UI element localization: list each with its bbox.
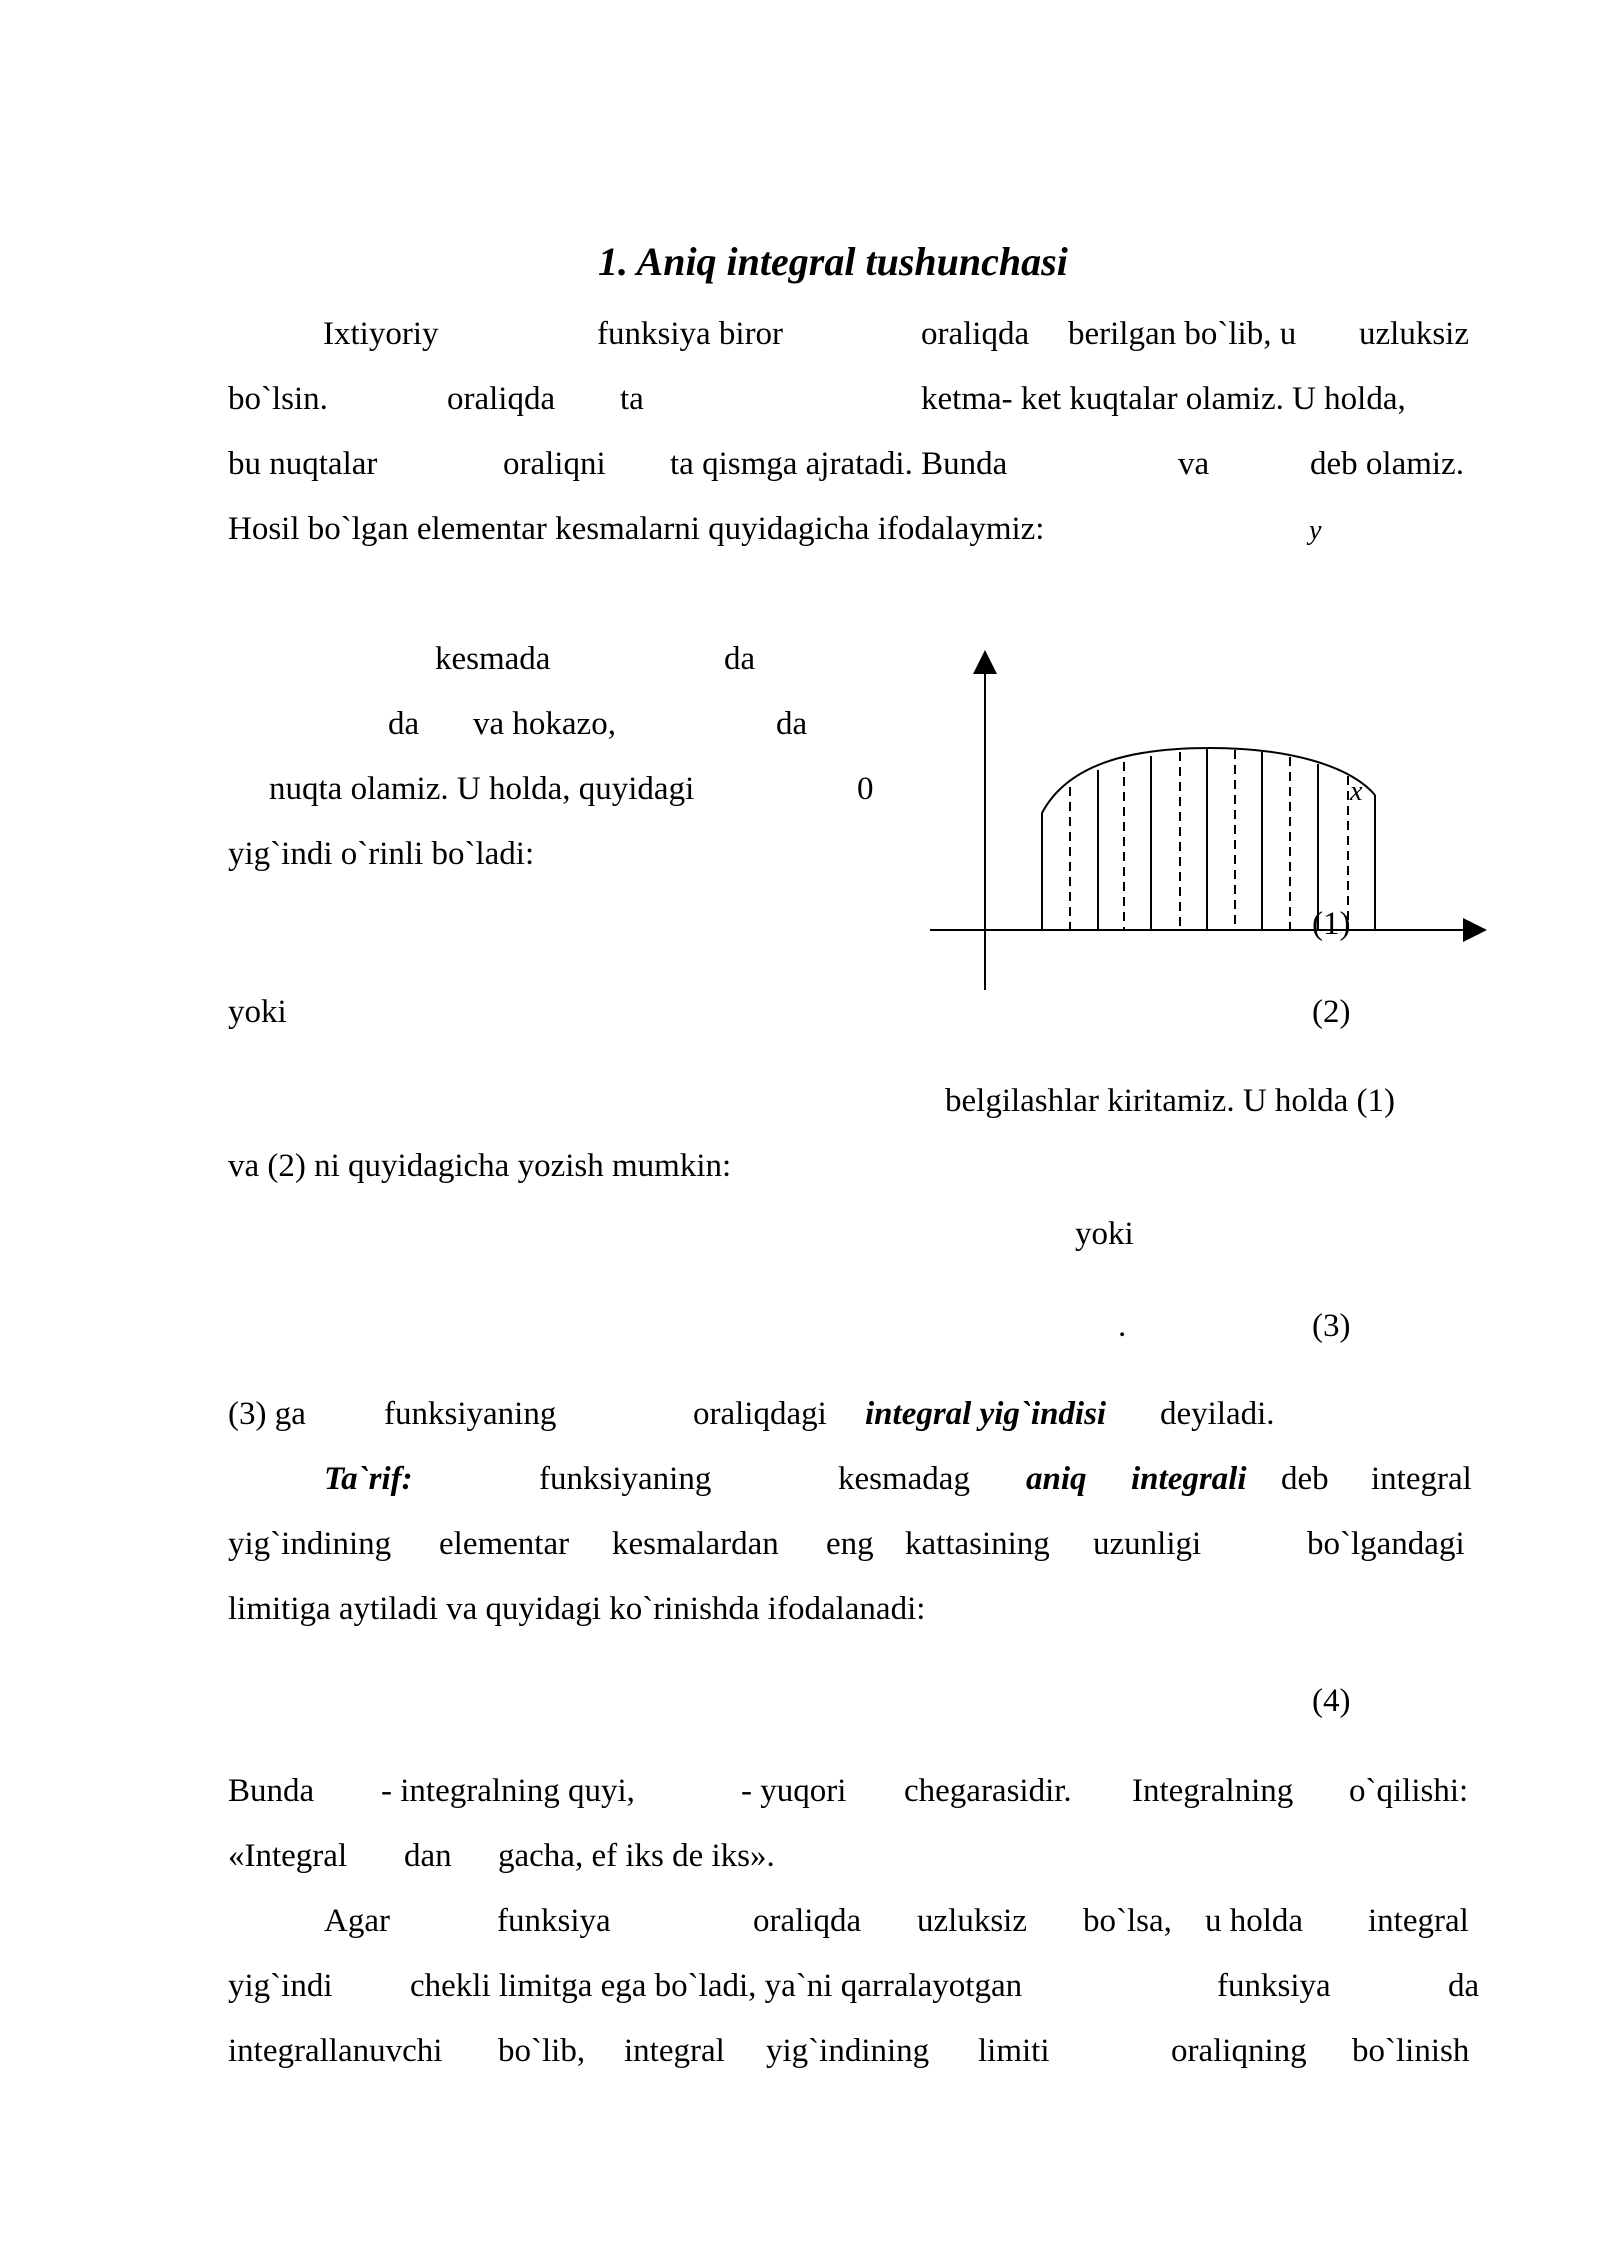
text-fragment: «Integral — [228, 1838, 348, 1874]
text-fragment: yig`indi — [228, 1968, 333, 2004]
text-fragment: integrallanuvchi — [228, 2033, 443, 2069]
text-fragment: da — [1448, 1968, 1480, 2004]
text-fragment: limiti — [978, 2033, 1050, 2069]
text-fragment: o`qilishi: — [1349, 1773, 1469, 1809]
text-fragment: Agar — [324, 1903, 390, 1939]
text-fragment: dan — [404, 1838, 452, 1874]
text-fragment: yig`indining — [228, 1526, 392, 1562]
text-fragment: yoki — [228, 994, 287, 1030]
text-fragment: kesmalardan — [612, 1526, 779, 1562]
text-fragment: Bunda — [228, 1773, 315, 1809]
text-fragment: da — [724, 641, 756, 677]
text-fragment: funksiya — [497, 1903, 611, 1939]
text-fragment: chegarasidir. — [904, 1773, 1072, 1809]
text-fragment: . — [1118, 1308, 1127, 1344]
text-fragment: va — [1178, 446, 1210, 482]
figure-x-label: x — [1350, 776, 1363, 807]
text-fragment: elementar — [439, 1526, 570, 1562]
text-fragment: Integralning — [1132, 1773, 1294, 1809]
text-fragment: bo`lsin. — [228, 381, 328, 417]
text-fragment: oraliqni — [503, 446, 606, 482]
text-fragment: belgilashlar kiritamiz. U holda (1) — [945, 1083, 1395, 1119]
text-fragment: Ixtiyoriy — [323, 316, 439, 352]
text-fragment: bo`lsa, — [1083, 1903, 1172, 1939]
term-emphasis: integral yig`indisi — [865, 1396, 1107, 1432]
text-fragment: integral — [1371, 1461, 1472, 1497]
text-fragment: deb — [1281, 1461, 1329, 1497]
text-fragment: bu nuqtalar — [228, 446, 378, 482]
figure-origin-label: 0 — [857, 771, 874, 807]
text-fragment: bo`linish — [1352, 2033, 1470, 2069]
text-fragment: chekli limitga ega bo`ladi, ya`ni qarralayotgan — [410, 1968, 1023, 2004]
text-fragment: gacha, ef iks de iks». — [498, 1838, 775, 1874]
equation-number: (4) — [1312, 1683, 1351, 1719]
text-fragment: yoki — [1075, 1216, 1134, 1252]
text-fragment: funksiya biror — [597, 316, 784, 352]
text-fragment: limitiga aytiladi va quyidagi ko`rinishda ifodalanadi: — [228, 1591, 926, 1627]
text-fragment: (3) ga — [228, 1396, 306, 1432]
text-fragment: oraliqning — [1171, 2033, 1307, 2069]
text-fragment: deb olamiz. — [1310, 446, 1464, 482]
text-fragment: oraliqdagi — [693, 1396, 827, 1432]
text-fragment: kesmada — [435, 641, 551, 677]
midpoint-lines — [1070, 750, 1348, 930]
text-fragment: - integralning quyi, — [381, 1773, 635, 1809]
text-fragment: funksiyaning — [384, 1396, 557, 1432]
term-emphasis: integrali — [1131, 1461, 1247, 1497]
equation-number: (2) — [1312, 994, 1351, 1030]
text-fragment: ta qismga ajratadi. Bunda — [670, 446, 1008, 482]
text-fragment: bo`lgandagi — [1307, 1526, 1465, 1562]
text-fragment: va (2) ni quyidagicha yozish mumkin: — [228, 1148, 732, 1184]
text-fragment: funksiya — [1217, 1968, 1331, 2004]
text-fragment: funksiyaning — [539, 1461, 712, 1497]
text-fragment: berilgan bo`lib, u — [1068, 316, 1297, 352]
text-fragment: u holda — [1205, 1903, 1304, 1939]
text-fragment: bo`lib, — [498, 2033, 586, 2069]
text-fragment: yig`indining — [766, 2033, 930, 2069]
page-title: 1. Aniq integral tushunchasi — [598, 239, 1068, 284]
function-curve — [1042, 748, 1375, 813]
text-fragment: da — [388, 706, 420, 742]
text-fragment: oraliqda — [753, 1903, 862, 1939]
text-fragment: integral — [624, 2033, 725, 2069]
text-fragment: oraliqda — [921, 316, 1030, 352]
text-fragment: kesmadag — [838, 1461, 970, 1497]
text-fragment: ta — [620, 381, 644, 417]
equation-number: (3) — [1312, 1308, 1351, 1344]
text-fragment: uzunligi — [1093, 1526, 1202, 1562]
text-fragment: deyiladi. — [1160, 1396, 1275, 1432]
text-fragment: integral — [1368, 1903, 1469, 1939]
text-fragment: kattasining — [905, 1526, 1050, 1562]
term-emphasis: aniq — [1026, 1461, 1087, 1497]
definition-label: Ta`rif: — [324, 1461, 413, 1497]
text-fragment: uzluksiz — [1359, 316, 1469, 352]
text-fragment: ketma- ket kuqtalar olamiz. U holda, — [921, 381, 1406, 417]
text-fragment: yig`indi o`rinli bo`ladi: — [228, 836, 535, 872]
text-fragment: nuqta olamiz. U holda, quyidagi — [269, 771, 695, 807]
text-fragment: da — [776, 706, 808, 742]
partition-lines — [1042, 749, 1375, 930]
text-fragment: eng — [826, 1526, 874, 1562]
text-fragment: oraliqda — [447, 381, 556, 417]
figure-y-label: y — [1309, 515, 1322, 546]
text-fragment: - yuqori — [741, 1773, 847, 1809]
text-fragment: Hosil bo`lgan elementar kesmalarni quyidagicha ifodalaymiz: — [228, 511, 1045, 547]
text-fragment: uzluksiz — [917, 1903, 1027, 1939]
equation-number: (1) — [1312, 906, 1351, 942]
text-fragment: va hokazo, — [473, 706, 616, 742]
